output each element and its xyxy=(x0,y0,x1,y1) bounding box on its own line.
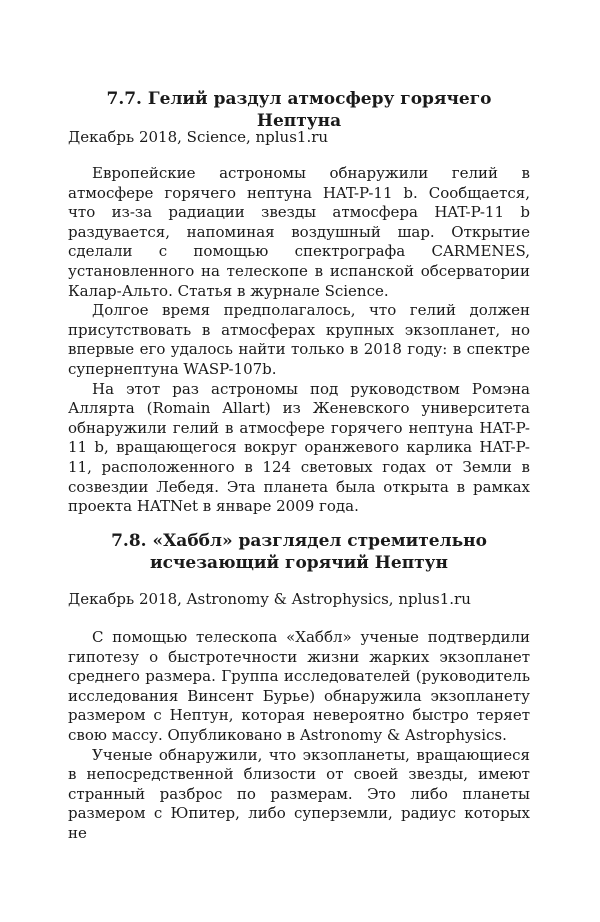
paragraph: Ученые обнаружили, что экзопланеты, вращающиеся в непосредственной близости от своей звезды, имеют странный разброс по размерам. Это либо планеты размером с Юпитер, либо суперземли, радиус которых не xyxy=(68,745,530,842)
section-heading-7-8: 7.8. «Хаббл» разглядел стремительно исчезающий горячий Нептун xyxy=(111,531,487,573)
section-body-7-7 xyxy=(68,164,530,517)
paragraph: Европейские астрономы обнаружили гелий в атмосфере горячего нептуна HAT-P-11 b. Сообщается, что из-за радиации звезды атмосфера HAT-P-11 b раздувается, напоминая воздушный шар. Открытие сделали с помощью спектрографа CARMENES, установленного на телескопе в испанской обсерватории Калар-Альто. Статья в журнале Science. xyxy=(68,164,530,300)
paragraph: Долгое время предполагалось, что гелий должен присутствовать в атмосферах крупных экзопланет, но впервые его удалось найти только в 2018 году: в спектре супернептуна WASP-107b. xyxy=(68,301,530,378)
paragraph: На этот раз астрономы под руководством Ромэна Аллярта (Romain Allart) из Женевского университета обнаружили гелий в атмосфере горячего нептуна HAT-P-11 b, вращающегося вокруг оранжевого карлика HAT-P-11, расположенного в 124 световых годах от Земли в созвездии Лебедя. Эта планета была открыта в рамках проекта HATNet в январе 2009 года. xyxy=(68,379,530,516)
section-heading-7-7: 7.7. Гелий раздул атмосферу горячего Нептуна xyxy=(106,89,492,131)
section-body-7-8 xyxy=(68,628,530,844)
section-dateline-7-8: Декабрь 2018, Astronomy & Astrophysics, nplus1.ru xyxy=(68,590,471,608)
paragraph: С помощью телескопа «Хаббл» ученые подтвердили гипотезу о быстротечности жизни жарких экзопланет среднего размера. Группа исследователей (руководитель исследования Винсент Бурье) обнаружила экзопланету размером с Нептун, которая невероятно быстро теряет свою массу. Опубликовано в Astronomy & Astrophysics. xyxy=(68,628,530,744)
section-dateline-7-7: Декабрь 2018, Science, nplus1.ru xyxy=(68,128,329,146)
